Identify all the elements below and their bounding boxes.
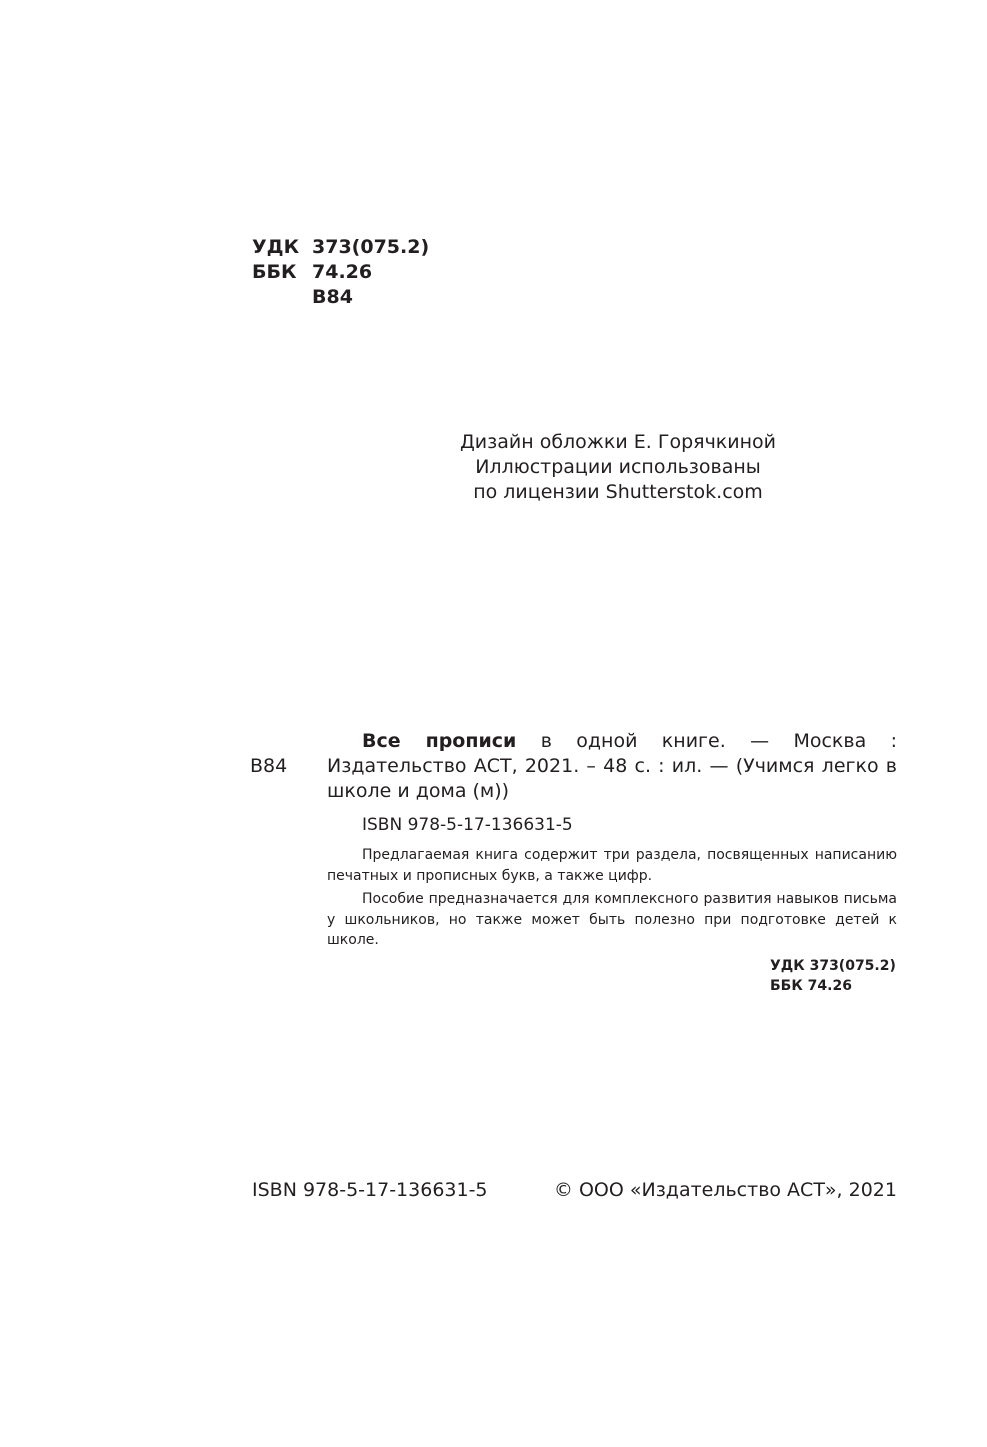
biblio-bbk: ББК 74.26 [770, 978, 852, 994]
license-credit: по лицензии Shutterstok.com [473, 481, 763, 503]
biblio-codes [770, 956, 896, 996]
udk-value: 373(075.2) [312, 236, 430, 258]
biblio-udk: УДК 373(075.2) [770, 958, 896, 974]
illustrations-credit: Иллюстрации использованы [475, 456, 761, 478]
bbk-value: 74.26 [312, 261, 373, 283]
author-mark-biblio: В84 [250, 755, 288, 777]
author-mark-top: В84 [312, 286, 353, 308]
cover-design-credit: Дизайн обложки Е. Горячкиной [459, 431, 777, 453]
classification-codes [252, 235, 429, 310]
biblio-description [327, 729, 897, 804]
bibliographic-record [327, 729, 897, 804]
bbk-row [252, 260, 429, 285]
footer-copyright: © ООО «Издательство АСТ», 2021 [553, 1179, 897, 1201]
annotation-text-2: Пособие предназначается для комплексного развития навыков письма у школьников, но также может быть полезно при подготовке детей к школе. [327, 891, 897, 948]
biblio-details: в одной книге. — Москва : Издательство АСТ, 2021. – 48 с. : ил. — (Учимся легко в школе и дома (м)) [327, 730, 898, 802]
annotation-text-1: Предлагаемая книга содержит три раздела, посвященных написанию печатных и прописных букв, а также цифр. [327, 847, 897, 884]
credits-block [418, 430, 818, 505]
footer-isbn: ISBN 978-5-17-136631-5 [252, 1179, 488, 1201]
annotation-paragraph-1 [327, 845, 897, 886]
udk-row [252, 235, 429, 260]
biblio-isbn: ISBN 978-5-17-136631-5 [362, 815, 573, 835]
author-mark-row [252, 285, 429, 310]
bbk-label: ББК [252, 261, 297, 283]
annotation-paragraph-2 [327, 889, 897, 951]
udk-label: УДК [252, 236, 300, 258]
book-title: Все прописи [362, 730, 517, 752]
